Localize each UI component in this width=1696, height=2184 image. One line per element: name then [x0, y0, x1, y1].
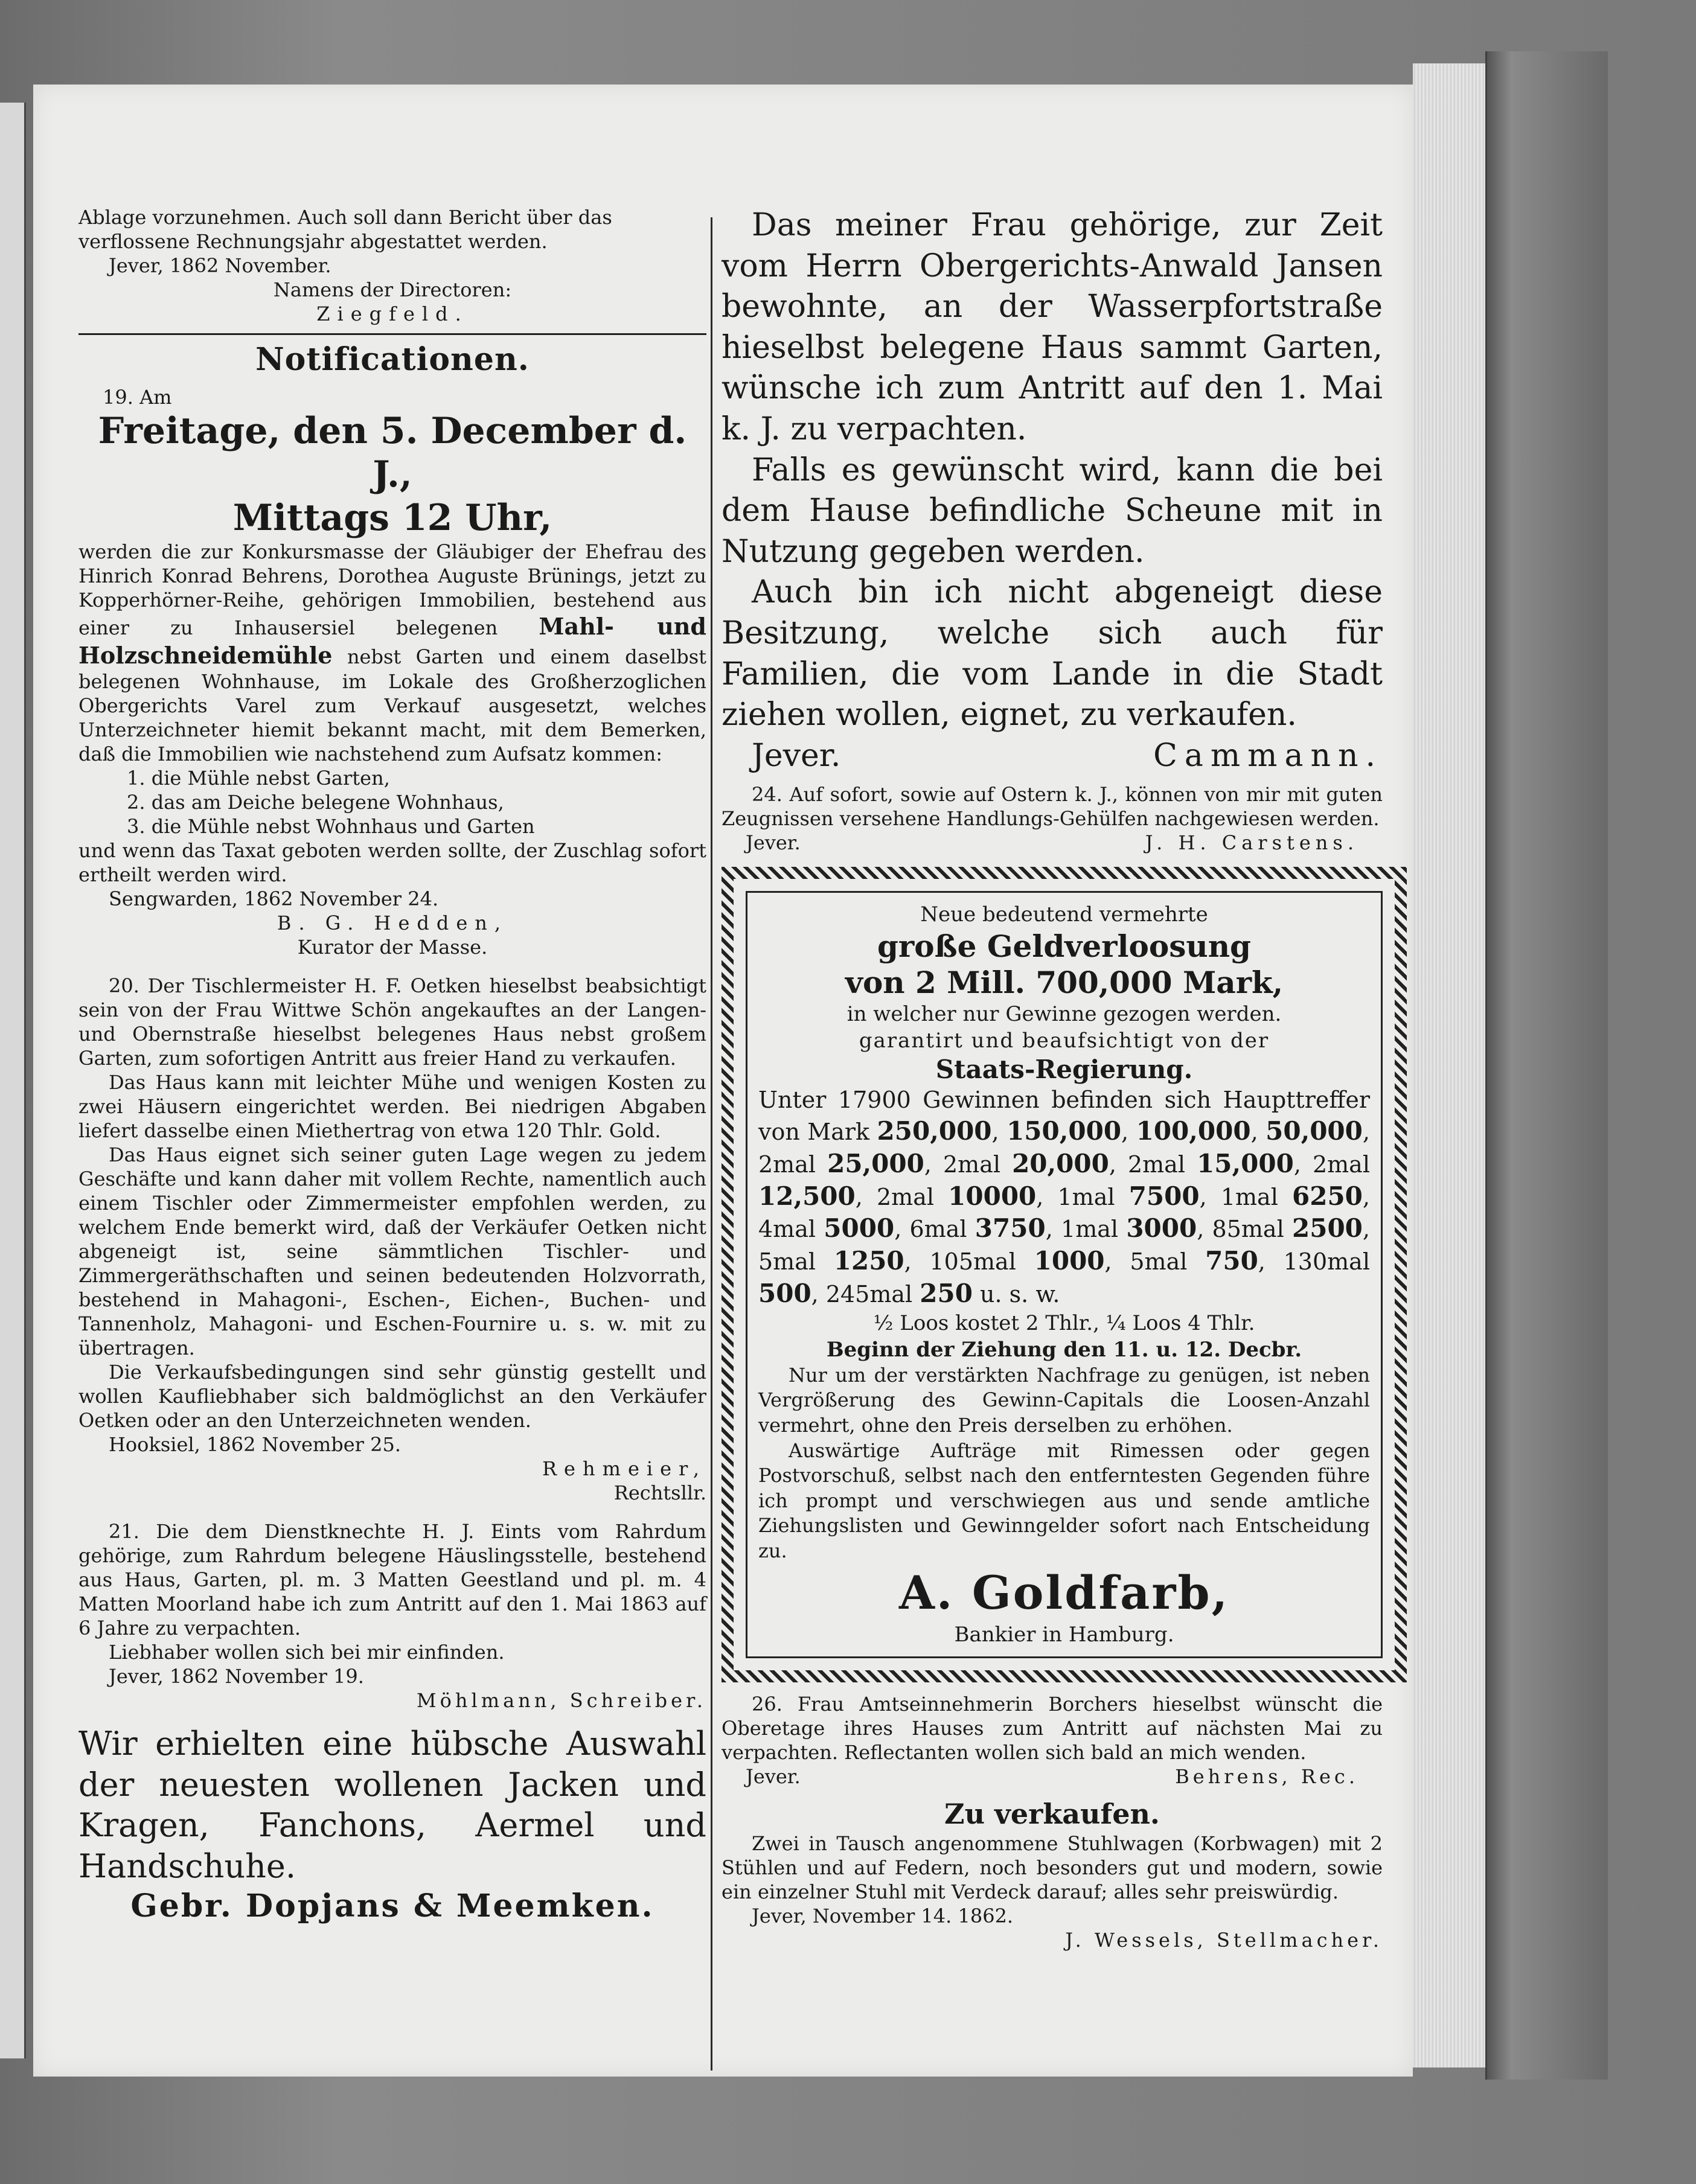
- intro-date: Jever, 1862 November.: [109, 254, 331, 277]
- prize-amount: 150,000: [1006, 1116, 1122, 1146]
- notice-text: und wenn das Taxat geboten werden sollte, der Zuschlag sofort ertheilt werden wird.: [78, 839, 706, 886]
- notice-signature: B. G. Hedden,: [277, 912, 508, 934]
- section-heading: Notificationen.: [255, 341, 530, 378]
- notice-paragraph: 24. Auf sofort, sowie auf Ostern k. J., können von mir mit guten Zeugnissen versehene Handlungs-Gehülfen nachgewiesen werden.: [722, 783, 1383, 831]
- clothing-ad-firm: Gebr. Dopjans & Meemken.: [130, 1888, 654, 1924]
- prize-prefix: , 105mal: [904, 1248, 1034, 1275]
- prize-prefix: , 1mal: [1045, 1216, 1127, 1243]
- notice-paragraph: 26. Frau Amtseinnehmerin Borchers hieselbst wünscht die Oberetage ihres Hauses zum Antritt auf nächsten Mai zu verpachten. Reflectanten wollen sich bald an mich wenden.: [722, 1692, 1383, 1764]
- intro-signature: Ziegfeld.: [316, 302, 469, 325]
- ad-authority: Staats-Regierung.: [935, 1054, 1193, 1084]
- notice-signature: J. Wessels, Stellmacher.: [1065, 1929, 1383, 1952]
- notice-time: Mittags 12 Uhr,: [232, 497, 552, 539]
- prize-amount: 500: [758, 1278, 811, 1308]
- prize-list: [758, 1085, 1370, 1309]
- prize-prefix: , 5mal: [1104, 1248, 1206, 1275]
- notice-paragraph: Falls es gewünscht wird, kann die bei dem Hause befindliche Scheune mit in Nutzung gegeben werden.: [722, 452, 1383, 570]
- intro-block: [78, 205, 706, 326]
- ad-price: ½ Loos kostet 2 Thlr., ¼ Loos 4 Thlr.: [873, 1311, 1255, 1335]
- lottery-ad: [746, 891, 1383, 1658]
- notice-24: [722, 782, 1383, 855]
- section-rule: [78, 333, 706, 335]
- prize-prefix: ,: [1121, 1119, 1136, 1145]
- ad-line: Neue bedeutend vermehrte: [920, 902, 1208, 927]
- ad-firm-role: Bankier in Hamburg.: [954, 1622, 1174, 1647]
- prize-amount: 20,000: [1012, 1148, 1109, 1178]
- notice-paragraph: Auch bin ich nicht abgeneigt diese Besitzung, welche sich auch für Familien, die vom Lande in die Stadt ziehen wollen, eignet, zu verkaufen.: [722, 574, 1383, 733]
- notice-date: Jever, 1862 November 19.: [109, 1665, 364, 1688]
- notice-paragraph: Das Haus eignet sich seiner guten Lage wegen zu jedem Geschäfte und kann daher mit vollem Rechte, namentlich auch einem Tischler oder Zimmermeister empfohlen werden, zu welchem Ende bemerkt wird, daß der Verkäufer Oetken nicht abgeneigt ist, seine sämmtlichen Tischler- und Zimmergeräthschaften und seinen bedeutenden Holzvorrath, bestehend in Mahagoni-, Eschen-, Eichen-, Buchen- und Tannenholz, Mahagoni- und Eschen-Fournire u. s. w. mit zu übertragen.: [78, 1143, 706, 1359]
- prize-prefix: , 2mal: [924, 1151, 1013, 1178]
- ad-paragraph: Nur um der verstärkten Nachfrage zu genügen, ist neben Vergrößerung des Gewinn-Capitals die Loosen-Anzahl vermehrt, ohne den Preis derselben zu erhöhen.: [758, 1363, 1370, 1437]
- notice-text: werden die zur Konkursmasse der Gläubiger der Ehefrau des Hinrich Konrad Behrens, Dorothea Auguste Brünings, jetzt zu Kopperhörner-Reihe, gehörigen Immobilien, bestehend aus einer zu Inhausersiel belegenen: [78, 540, 706, 639]
- prize-amount: 250,000: [877, 1116, 992, 1146]
- lottery-ad-frame: [722, 867, 1407, 1682]
- notice-paragraph: Die Verkaufsbedingungen sind sehr günstig gestellt und wollen Kaufliebhaber sich baldmöglichst an den Verkäufer Oetken oder an den Unterzeichneten wenden.: [78, 1361, 706, 1432]
- book-cover-board: [1485, 51, 1608, 2080]
- prize-prefix: , 2mal: [758, 1119, 1370, 1178]
- column-divider: [711, 217, 712, 2071]
- prize-amount: 25,000: [827, 1148, 924, 1178]
- notice-26: [722, 1692, 1383, 1789]
- prize-prefix: , 1mal: [1036, 1183, 1129, 1210]
- notice-20: [78, 974, 706, 1505]
- list-item: 3. die Mühle nebst Wohnhaus und Garten: [127, 815, 535, 838]
- notice-place: Jever.: [746, 831, 801, 855]
- notice-paragraph: Das meiner Frau gehörige, zur Zeit vom Herrn Obergerichts-Anwald Jansen bewohnte, an der Wasserpfortstraße hieselbst belegene Haus sammt Garten, wünsche ich zum Antritt auf den 1. Mai k. J. zu verpachten.: [722, 207, 1383, 447]
- notice-body: [78, 540, 706, 766]
- prize-amount: 3000: [1126, 1213, 1197, 1244]
- left-column: [78, 205, 706, 1926]
- sale-notice: [722, 1797, 1383, 1953]
- prize-amount: 6250: [1292, 1181, 1363, 1211]
- intro-line: Ablage vorzunehmen. Auch soll dann Bericht über das: [78, 206, 612, 229]
- prize-prefix: , 85mal: [1197, 1216, 1292, 1243]
- prize-end: u. s. w.: [972, 1280, 1060, 1308]
- notice-signature: Behrens, Rec.: [1175, 1764, 1358, 1788]
- notice-footer: [722, 1764, 1383, 1789]
- intro-line: verflossene Rechnungsjahr abgestattet werden.: [78, 230, 548, 253]
- notice-number: 19. Am: [103, 386, 172, 409]
- notice-signature: Rehmeier,: [542, 1457, 706, 1480]
- notice-signature: J. H. Carstens.: [1145, 831, 1358, 855]
- ad-paragraph: Auswärtige Aufträge mit Rimessen oder gegen Postvorschuß, selbst nach den entferntesten Gegenden führe ich prompt und verschwiegen aus und sende amtliche Ziehungslisten und Gewinngelder sofort nach Entscheidung zu.: [758, 1438, 1370, 1563]
- prize-amount: 100,000: [1136, 1116, 1251, 1146]
- prize-intro: Unter 17900 Gewinnen befinden sich Haupttreffer von Mark: [758, 1087, 1370, 1145]
- sale-heading: Zu verkaufen.: [944, 1797, 1160, 1830]
- ad-title: große Geldverloosung: [877, 928, 1252, 964]
- clothing-ad: [78, 1723, 706, 1926]
- notice-date: Jever, November 14. 1862.: [752, 1905, 1014, 1928]
- notice-place: Jever.: [746, 1764, 801, 1788]
- notice-house-rent: [722, 205, 1383, 776]
- notice-paragraph: 21. Die dem Dienstknechte H. J. Eints vom Rahrdum gehörige, zum Rahrdum belegene Häuslingsstelle, bestehend aus Haus, Garten, pl. m. 3 Matten Geestland und pl. m. 4 Matten Moorland habe ich zum Antritt auf den 1. Mai 1863 auf 6 Jahre zu verpachten.: [78, 1520, 706, 1640]
- prize-amount: 10000: [948, 1181, 1037, 1211]
- list-item: 1. die Mühle nebst Garten,: [127, 767, 390, 790]
- prize-amount: 15,000: [1197, 1148, 1294, 1178]
- notice-paragraph: Liebhaber wollen sich bei mir einfinden.: [109, 1641, 505, 1664]
- prize-prefix: , 245mal: [811, 1280, 920, 1308]
- prize-amount: 2500: [1292, 1213, 1363, 1244]
- ad-title: von 2 Mill. 700,000 Mark,: [845, 964, 1284, 1000]
- prize-prefix: , 2mal: [855, 1183, 949, 1210]
- notice-paragraph: Zwei in Tausch angenommene Stuhlwagen (Korbwagen) mit 2 Stühlen und auf Federn, noch besonders gut und modern, sowie ein einzelner Stuhl mit Verdeck darauf; alles sehr preiswürdig.: [722, 1832, 1383, 1904]
- notice-role: Kurator der Masse.: [297, 936, 488, 959]
- ad-draw-date: Beginn der Ziehung den 11. u. 12. Decbr.: [826, 1337, 1302, 1362]
- page-stack-edge: [1413, 63, 1486, 2067]
- list-item: 2. das am Deiche belegene Wohnhaus,: [127, 791, 504, 814]
- notice-day: Freitage, den 5. December d. J.,: [98, 410, 687, 496]
- notice-signature: Möhlmann, Schreiber.: [416, 1689, 706, 1712]
- prize-prefix: ,: [1250, 1119, 1266, 1145]
- prize-prefix: , 130mal: [1258, 1248, 1370, 1275]
- prize-amount: 3750: [974, 1213, 1046, 1244]
- newspaper-page: [33, 85, 1413, 2077]
- prize-prefix: , 2mal: [1109, 1151, 1197, 1178]
- prize-amount: 1000: [1034, 1246, 1105, 1276]
- mill-name: Mahl- und Holzschneidemühle: [78, 613, 707, 669]
- notice-role: Rechtsllr.: [613, 1481, 706, 1504]
- notice-place: Jever.: [752, 737, 841, 774]
- notice-paragraph: 20. Der Tischlermeister H. F. Oetken hieselbst beabsichtigt sein von der Frau Wittwe Schön angekauftes an der Langen- und Obernstraße hieselbst belegenes Haus nebst großem Garten, zum sofortigen Antritt aus freier Hand zu verkaufen.: [78, 974, 706, 1070]
- prize-amount: 7500: [1128, 1181, 1200, 1211]
- notice-date: Sengwarden, 1862 November 24.: [109, 887, 439, 910]
- notice-21: [78, 1519, 706, 1713]
- notice-text: nebst Garten und einem daselbst belegenen Wohnhause, im Lokale des Großherzoglichen Obergerichts Varel zum Verkauf ausgesetzt, welches Unterzeichneter hiemit bekannt macht, mit dem Bemerken, daß die Immobilien wie nachstehend zum Aufsatz kommen:: [78, 645, 707, 765]
- notice-date: Hooksiel, 1862 November 25.: [109, 1433, 402, 1456]
- ad-firm-name: A. Goldfarb,: [898, 1565, 1230, 1620]
- clothing-ad-text: Wir erhielten eine hübsche Auswahl der neuesten wollenen Jacken und Kragen, Fanchons, Aermel und Handschuhe.: [78, 1725, 706, 1885]
- prize-amount: 50,000: [1266, 1116, 1363, 1146]
- prize-prefix: , 1mal: [1199, 1183, 1292, 1210]
- previous-page-edge: [0, 103, 26, 2058]
- prize-amount: 750: [1205, 1246, 1258, 1276]
- prize-amount: 5000: [824, 1213, 895, 1244]
- notice-footer: [722, 736, 1383, 777]
- notice-footer: [722, 831, 1383, 855]
- prize-amount: 250: [920, 1278, 973, 1308]
- prize-prefix: , 2mal: [1293, 1151, 1370, 1178]
- prize-amount: 12,500: [758, 1181, 856, 1211]
- notice-19: [78, 385, 706, 959]
- prize-amount: 1250: [833, 1246, 904, 1276]
- right-column: [722, 205, 1383, 1952]
- notice-paragraph: Das Haus kann mit leichter Mühe und wenigen Kosten zu zwei Häusern eingerichtet werden. Bei niedrigen Abgaben liefert dasselbe einen Miethertrag von etwa 120 Thlr. Gold.: [78, 1071, 706, 1142]
- prize-prefix: , 5mal: [758, 1216, 1370, 1275]
- prize-prefix: , 6mal: [894, 1216, 975, 1243]
- prize-prefix: ,: [991, 1119, 1007, 1145]
- ad-line: garantirt und beaufsichtigt von der: [859, 1028, 1270, 1053]
- prize-prefix: , 4mal: [758, 1183, 1370, 1243]
- notice-signature: Cammann.: [1153, 737, 1383, 774]
- ad-line: in welcher nur Gewinne gezogen werden.: [846, 1001, 1282, 1026]
- intro-signed-by: Namens der Directoren:: [273, 278, 512, 301]
